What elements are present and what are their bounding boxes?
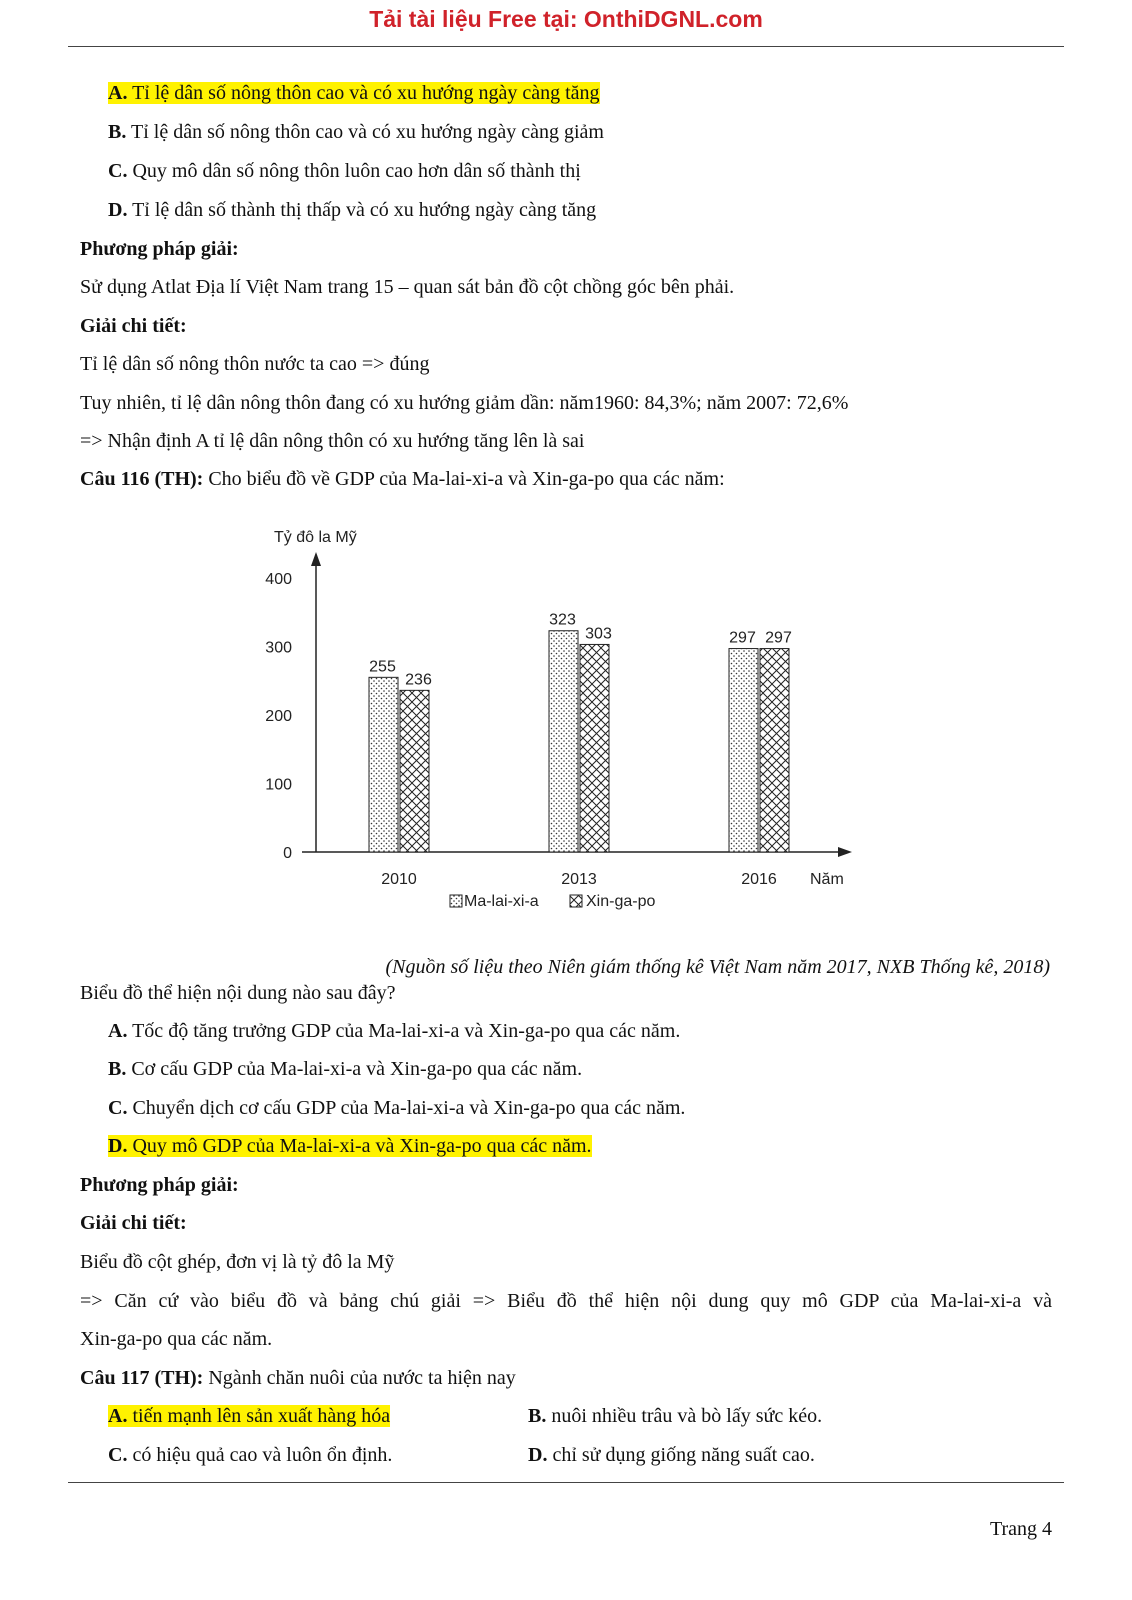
x-tick-label: 2013 [561,871,597,888]
q116-detail-line-3: Xin-ga-po qua các năm. [80,1328,273,1350]
q117-stem: Câu 117 (TH): Ngành chăn nuôi của nước ta hiện nay [80,1367,516,1389]
q116-option-b: B. Cơ cấu GDP của Ma-lai-xi-a và Xin-ga-po qua các năm. [108,1058,583,1080]
bar-malaysia-2013 [549,631,578,852]
y-tick-label: 400 [265,571,292,588]
q117-option-c: C. có hiệu quả cao và luôn ổn định. [108,1444,393,1466]
q115-option-d: D. Tỉ lệ dân số thành thị thấp và có xu hướng ngày càng tăng [108,199,597,221]
q115-detail-line-1: Tỉ lệ dân số nông thôn nước ta cao => đúng [80,353,430,375]
q115-option-c: C. Quy mô dân số nông thôn luôn cao hơn dân số thành thị [108,160,581,182]
q116-detail-line-2: => Căn cứ vào biểu đồ và bảng chú giải => Biểu đồ thể hiện nội dung quy mô GDP của Ma-lai-xi-a và [80,1290,1052,1312]
q117-option-d: D. chỉ sử dụng giống năng suất cao. [528,1444,815,1466]
bar-singapore-2016 [760,649,789,852]
q115-method-text: Sử dụng Atlat Địa lí Việt Nam trang 15 – quan sát bản đồ cột chồng góc bên phải. [80,276,735,298]
q116-option-c: C. Chuyển dịch cơ cấu GDP của Ma-lai-xi-a và Xin-ga-po qua các năm. [108,1097,686,1119]
q116-source: (Nguồn số liệu theo Niên giám thống kê Việt Nam năm 2017, NXB Thống kê, 2018) [385,956,1050,978]
q116-stem: Câu 116 (TH): Cho biểu đồ về GDP của Ma-lai-xi-a và Xin-ga-po qua các năm: [80,468,725,490]
q116-method-label: Phương pháp giải: [80,1174,239,1196]
q115-detail-label: Giải chi tiết: [80,315,187,337]
q115-option-b: B. Tỉ lệ dân số nông thôn cao và có xu hướng ngày càng giảm [108,121,604,143]
data-label: 236 [405,671,432,689]
bar-singapore-2010 [400,690,429,852]
legend-label-malaysia: Ma-lai-xi-a [464,893,539,910]
x-axis-arrow [838,847,852,857]
y-tick-label: 200 [265,708,292,725]
legend-swatch-singapore [570,895,582,907]
x-tick-label: 2010 [381,871,417,888]
site-header[interactable]: Tải tài liệu Free tại: OnthiDGNL.com [369,6,763,32]
q116-option-a: A. Tốc độ tăng trưởng GDP của Ma-lai-xi-a và Xin-ga-po qua các năm. [108,1020,681,1042]
y-axis-arrow [311,552,321,566]
legend-label-singapore: Xin-ga-po [586,893,656,910]
gdp-bar-chart [250,522,880,942]
bar-singapore-2013 [580,644,609,852]
y-tick-label: 0 [283,845,292,862]
legend-swatch-malaysia [450,895,462,907]
footer-rule [68,1482,1064,1483]
page-number: Trang 4 [989,1518,1052,1540]
q116-detail-label: Giải chi tiết: [80,1212,187,1234]
bar-malaysia-2010 [369,677,398,852]
q116-option-d: D. Quy mô GDP của Ma-lai-xi-a và Xin-ga-po qua các năm. [108,1135,592,1157]
q115-detail-line-2: Tuy nhiên, tỉ lệ dân nông thôn đang có xu hướng giảm dần: năm1960: 84,3%; năm 2007: 72,6% [80,392,849,414]
y-tick-label: 100 [265,776,292,794]
data-label: 255 [369,658,396,676]
q115-detail-line-3: => Nhận định A tỉ lệ dân nông thôn có xu hướng tăng lên là sai [80,430,585,452]
data-label: 303 [585,625,612,643]
q117-option-b: B. nuôi nhiều trâu và bò lấy sức kéo. [528,1405,823,1427]
q117-option-a: A. tiến mạnh lên sản xuất hàng hóa [108,1405,391,1427]
q116-question: Biểu đồ thể hiện nội dung nào sau đây? [80,982,396,1004]
q115-option-a: A. Tỉ lệ dân số nông thôn cao và có xu hướng ngày càng tăng [108,82,600,104]
x-axis-label: Năm [810,871,844,888]
data-label: 323 [549,611,576,629]
y-tick-label: 300 [265,639,292,657]
y-axis-label: Tỷ đô la Mỹ [274,529,357,546]
header-rule [68,46,1064,47]
data-label: 297 [765,629,792,647]
data-label: 297 [729,629,756,647]
bar-malaysia-2016 [729,649,758,852]
x-tick-label: 2016 [741,871,777,888]
q116-detail-line-1: Biểu đồ cột ghép, đơn vị là tỷ đô la Mỹ [80,1251,395,1273]
q115-method-label: Phương pháp giải: [80,238,239,260]
